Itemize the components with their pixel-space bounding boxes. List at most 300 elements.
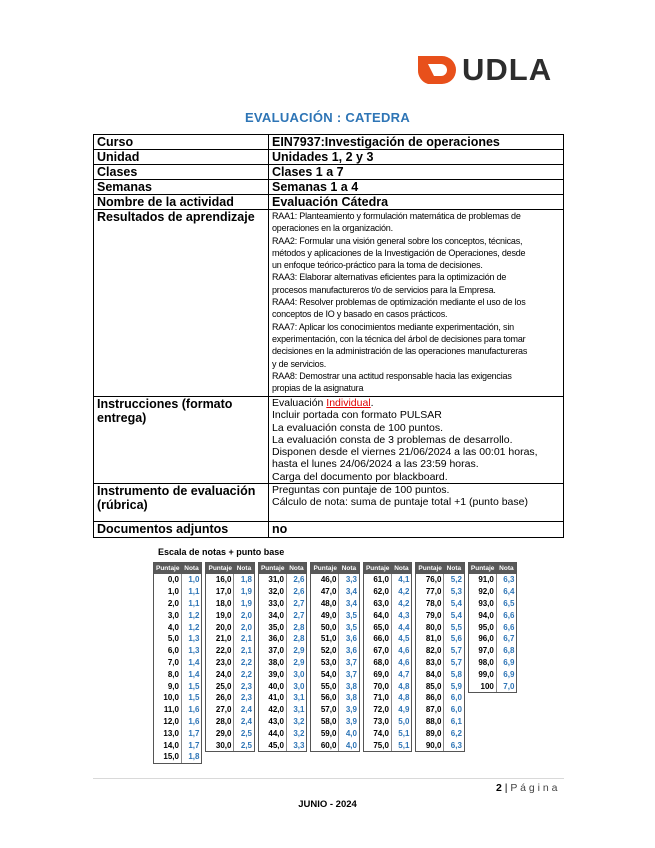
score-cell: 28,0 <box>215 716 232 726</box>
grade-cell: 1,3 <box>181 645 201 657</box>
score-cell: 55,0 <box>320 681 337 691</box>
grade-cell: 1,4 <box>181 657 201 669</box>
learning-outcomes-label: Resultados de aprendizaje <box>94 210 269 397</box>
score-cell: 38,0 <box>268 657 284 667</box>
grade-scale-column <box>205 562 254 752</box>
page-number-separator: | <box>504 782 508 794</box>
grade-cell: 4,4 <box>391 621 411 633</box>
grade-cell: 4,7 <box>391 668 411 680</box>
score-cell: 75,0 <box>373 740 389 750</box>
score-cell: 100 <box>480 681 494 691</box>
score-cell: 81,0 <box>425 634 442 644</box>
grade-cell: 2,0 <box>234 609 254 621</box>
grade-cell: 5,8 <box>444 668 464 680</box>
table-row <box>94 210 564 397</box>
table-row <box>416 657 463 669</box>
table-row <box>154 692 201 704</box>
table-row <box>364 657 411 669</box>
outcome-line: y de servicios. <box>272 358 327 369</box>
grade-cell: 3,7 <box>339 657 359 669</box>
grade-cell: 6,5 <box>496 598 516 610</box>
grade-cell: 3,8 <box>339 680 359 692</box>
score-cell: 59,0 <box>320 728 337 738</box>
outcome-line: procesos manufactureros t/o de servicios para la Empresa. <box>272 284 496 295</box>
grade-cell: 4,8 <box>391 680 411 692</box>
page-title: EVALUACIÓN : CATEDRA <box>244 110 411 125</box>
grade-cell: 2,9 <box>286 645 306 657</box>
table-row <box>206 598 253 610</box>
table-row <box>259 680 306 692</box>
table-row <box>259 739 306 751</box>
table-row <box>259 574 306 586</box>
score-cell: 86,0 <box>425 693 442 703</box>
grade-cell: 3,0 <box>286 680 306 692</box>
table-row <box>311 574 358 586</box>
table-row <box>469 621 516 633</box>
score-cell: 71,0 <box>373 693 389 703</box>
grade-scale-table <box>416 563 463 751</box>
table-row <box>416 598 463 610</box>
grade-cell: 6,1 <box>444 716 464 728</box>
score-cell: 12,0 <box>163 716 179 726</box>
grade-cell: 1,2 <box>181 609 201 621</box>
classes-value: Clases 1 a 7 <box>269 165 564 180</box>
score-cell: 27,0 <box>215 705 232 715</box>
table-row <box>259 621 306 633</box>
table-row <box>206 692 253 704</box>
grade-cell: 1,5 <box>181 680 201 692</box>
table-row <box>469 633 516 645</box>
score-cell: 19,0 <box>215 610 232 620</box>
grade-cell: 3,9 <box>339 716 359 728</box>
table-row <box>154 598 201 610</box>
grade-scale-column <box>310 562 359 752</box>
grade-cell: 2,4 <box>234 704 254 716</box>
score-cell: 64,0 <box>373 610 389 620</box>
table-row <box>311 657 358 669</box>
table-row <box>416 586 463 598</box>
score-cell: 16,0 <box>215 575 232 585</box>
evaluation-type: Individual <box>326 397 371 409</box>
outcome-line: RAA3: Elaborar alternativas eficientes para la optimización de <box>272 272 507 283</box>
table-row <box>469 680 516 692</box>
score-cell: 48,0 <box>320 598 337 608</box>
table-row <box>206 633 253 645</box>
score-cell: 35,0 <box>268 622 284 632</box>
grade-scale-table <box>154 563 201 763</box>
score-cell: 89,0 <box>425 728 442 738</box>
score-cell: 15,0 <box>163 752 179 762</box>
score-cell: 44,0 <box>268 728 284 738</box>
table-row <box>311 692 358 704</box>
grade-scale-header-row <box>364 563 411 574</box>
score-cell: 87,0 <box>425 705 442 715</box>
score-header: Puntaje <box>313 565 337 572</box>
grade-cell: 5,9 <box>444 680 464 692</box>
grade-cell: 3,8 <box>339 692 359 704</box>
outcome-line: RAA8: Demostrar una actitud responsable hacia las exigencias <box>272 370 512 381</box>
score-cell: 9,0 <box>167 681 179 691</box>
score-cell: 4,0 <box>167 622 179 632</box>
grade-cell: 3,5 <box>339 621 359 633</box>
grade-cell: 6,8 <box>496 645 516 657</box>
score-cell: 36,0 <box>268 634 284 644</box>
instrument-label: Instrumento de evaluación (rúbrica) <box>94 484 269 522</box>
table-row <box>364 668 411 680</box>
grade-cell: 6,4 <box>496 586 516 598</box>
table-row <box>259 633 306 645</box>
evaluation-suffix: . <box>370 397 374 409</box>
table-row <box>416 645 463 657</box>
table-row <box>416 704 463 716</box>
grade-scale-header-row <box>311 563 358 574</box>
udla-logo-mark-icon <box>414 50 458 90</box>
classes-label: Clases <box>94 165 269 180</box>
grade-cell: 3,1 <box>286 704 306 716</box>
score-cell: 8,0 <box>167 669 179 679</box>
grade-cell: 6,0 <box>444 692 464 704</box>
score-cell: 50,0 <box>320 622 337 632</box>
table-row <box>259 727 306 739</box>
grade-cell: 2,3 <box>234 692 254 704</box>
score-cell: 58,0 <box>320 716 337 726</box>
table-row <box>469 598 516 610</box>
table-row <box>259 668 306 680</box>
grade-scale-column <box>363 562 412 752</box>
table-row <box>206 739 253 751</box>
score-header: Puntaje <box>418 565 442 572</box>
instructions-value <box>269 397 564 484</box>
table-row <box>311 716 358 728</box>
grade-cell: 7,0 <box>496 680 516 692</box>
udla-logo <box>414 50 552 90</box>
score-cell: 30,0 <box>215 740 232 750</box>
documents-value: no <box>269 522 564 538</box>
score-cell: 34,0 <box>268 610 284 620</box>
score-cell: 53,0 <box>320 657 337 667</box>
table-row <box>364 692 411 704</box>
table-row <box>469 657 516 669</box>
grade-cell: 5,3 <box>444 586 464 598</box>
score-cell: 5,0 <box>167 634 179 644</box>
score-cell: 60,0 <box>320 740 337 750</box>
table-row <box>311 621 358 633</box>
table-row <box>364 645 411 657</box>
score-cell: 11,0 <box>163 705 179 715</box>
score-header: Puntaje <box>156 565 180 572</box>
table-row <box>311 727 358 739</box>
score-cell: 72,0 <box>373 705 389 715</box>
table-row <box>259 598 306 610</box>
table-row <box>469 645 516 657</box>
grade-cell: 5,0 <box>391 716 411 728</box>
grade-cell: 5,4 <box>444 609 464 621</box>
grade-cell: 1,6 <box>181 716 201 728</box>
grade-cell: 2,1 <box>234 645 254 657</box>
score-cell: 13,0 <box>163 728 179 738</box>
grade-cell: 5,1 <box>391 727 411 739</box>
table-row <box>364 704 411 716</box>
grade-scale-header-row <box>206 563 253 574</box>
grade-cell: 3,6 <box>339 645 359 657</box>
grade-scale-column <box>415 562 464 752</box>
grade-cell: 6,6 <box>496 609 516 621</box>
instrument-value <box>269 484 564 522</box>
score-cell: 20,0 <box>215 622 232 632</box>
grade-cell: 2,6 <box>286 574 306 586</box>
table-row <box>364 739 411 751</box>
page-number <box>496 782 558 794</box>
score-cell: 7,0 <box>167 657 179 667</box>
table-row <box>154 633 201 645</box>
score-cell: 42,0 <box>268 705 284 715</box>
grade-cell: 3,3 <box>339 574 359 586</box>
grade-header: Nota <box>444 563 464 574</box>
score-cell: 79,0 <box>425 610 442 620</box>
table-row <box>154 621 201 633</box>
grade-cell: 3,5 <box>339 609 359 621</box>
score-cell: 51,0 <box>320 634 337 644</box>
score-cell: 77,0 <box>425 587 442 597</box>
table-row <box>416 716 463 728</box>
instruction-line: Incluir portada con formato PULSAR <box>272 409 442 422</box>
footer-date: JUNIO - 2024 <box>298 799 357 810</box>
grade-cell: 2,5 <box>234 727 254 739</box>
grade-cell: 2,9 <box>286 657 306 669</box>
table-row <box>416 609 463 621</box>
score-cell: 33,0 <box>268 598 284 608</box>
outcome-line: propias de la asignatura <box>272 383 364 394</box>
table-row <box>416 692 463 704</box>
score-cell: 14,0 <box>163 740 179 750</box>
weeks-label: Semanas <box>94 180 269 195</box>
grade-header: Nota <box>286 563 306 574</box>
table-row <box>206 657 253 669</box>
grade-cell: 4,6 <box>391 657 411 669</box>
evaluation-prefix: Evaluación <box>272 397 327 409</box>
activity-label: Nombre de la actividad <box>94 195 269 210</box>
table-row <box>154 657 201 669</box>
grade-cell: 6,7 <box>496 633 516 645</box>
table-row <box>416 633 463 645</box>
score-cell: 0,0 <box>167 575 179 585</box>
grade-scale-header-row <box>259 563 306 574</box>
table-row <box>311 598 358 610</box>
score-cell: 10,0 <box>163 693 179 703</box>
table-row <box>94 165 564 180</box>
score-cell: 97,0 <box>478 646 494 656</box>
score-cell: 62,0 <box>373 587 389 597</box>
grade-scale-header-row <box>469 563 516 574</box>
grade-cell: 4,5 <box>391 633 411 645</box>
score-cell: 69,0 <box>373 669 389 679</box>
score-cell: 68,0 <box>373 657 389 667</box>
table-row <box>311 586 358 598</box>
grade-cell: 3,4 <box>339 598 359 610</box>
score-cell: 46,0 <box>320 575 337 585</box>
score-cell: 49,0 <box>320 610 337 620</box>
grade-scale-column <box>258 562 307 752</box>
grade-cell: 1,7 <box>181 739 201 751</box>
table-row <box>94 522 564 538</box>
score-cell: 63,0 <box>373 598 389 608</box>
score-cell: 25,0 <box>215 681 232 691</box>
table-row <box>364 727 411 739</box>
table-row <box>469 586 516 598</box>
table-row <box>311 668 358 680</box>
score-cell: 39,0 <box>268 669 284 679</box>
table-row <box>416 727 463 739</box>
grade-cell: 5,5 <box>444 621 464 633</box>
table-row <box>364 633 411 645</box>
outcome-line: RAA4: Resolver problemas de optimización mediante el uso de los <box>272 297 526 308</box>
score-cell: 31,0 <box>268 575 284 585</box>
grade-cell: 1,4 <box>181 668 201 680</box>
table-row <box>469 574 516 586</box>
score-cell: 43,0 <box>268 716 284 726</box>
grade-cell: 1,7 <box>181 727 201 739</box>
page-number-value: 2 <box>496 782 502 794</box>
grade-scale-column <box>153 562 202 764</box>
grade-scale-table <box>259 563 306 751</box>
table-row <box>154 751 201 763</box>
grade-cell: 2,2 <box>234 657 254 669</box>
score-cell: 21,0 <box>215 634 232 644</box>
table-row <box>206 727 253 739</box>
grade-scale-table <box>206 563 253 751</box>
grade-cell: 5,4 <box>444 598 464 610</box>
grade-cell: 1,0 <box>181 574 201 586</box>
weeks-value: Semanas 1 a 4 <box>269 180 564 195</box>
table-row <box>206 574 253 586</box>
score-cell: 26,0 <box>215 693 232 703</box>
grade-cell: 6,9 <box>496 657 516 669</box>
grade-cell: 2,2 <box>234 668 254 680</box>
activity-value: Evaluación Cátedra <box>269 195 564 210</box>
instruction-line: hasta el lunes 24/06/2024 a las 23:59 horas. <box>272 458 479 471</box>
instruction-line: Disponen desde el viernes 21/06/2024 a las 00:01 horas, <box>272 446 538 459</box>
table-row <box>154 586 201 598</box>
instructions-label: Instrucciones (formato entrega) <box>94 397 269 484</box>
table-row <box>94 135 564 150</box>
instrument-line: Cálculo de nota: suma de puntaje total +1 (punto base) <box>272 496 528 509</box>
score-cell: 74,0 <box>373 728 389 738</box>
grade-scale <box>153 562 517 764</box>
instruction-line: Carga del documento por blackboard. <box>272 470 448 483</box>
grade-cell: 2,8 <box>286 621 306 633</box>
grade-scale-table <box>364 563 411 751</box>
grade-cell: 2,7 <box>286 598 306 610</box>
table-row <box>364 574 411 586</box>
grade-cell: 6,3 <box>444 739 464 751</box>
grade-cell: 4,3 <box>391 609 411 621</box>
table-row <box>154 739 201 751</box>
grade-cell: 2,0 <box>234 621 254 633</box>
table-row <box>469 609 516 621</box>
outcome-line: RAA2: Formular una visión general sobre los conceptos, técnicas, <box>272 235 523 246</box>
grade-cell: 2,6 <box>286 586 306 598</box>
score-cell: 84,0 <box>425 669 442 679</box>
instrument-line: Preguntas con puntaje de 100 puntos. <box>272 484 450 497</box>
instruction-line: La evaluación consta de 100 puntos. <box>272 421 444 434</box>
grade-cell: 1,1 <box>181 586 201 598</box>
grade-cell: 3,1 <box>286 692 306 704</box>
table-row <box>259 586 306 598</box>
score-cell: 3,0 <box>167 610 179 620</box>
grade-header: Nota <box>391 563 411 574</box>
score-cell: 90,0 <box>425 740 442 750</box>
outcome-line: experimentación, con la técnica del árbol de decisiones para tomar <box>272 333 526 344</box>
score-cell: 17,0 <box>215 587 232 597</box>
grade-cell: 1,1 <box>181 598 201 610</box>
score-cell: 18,0 <box>215 598 232 608</box>
score-cell: 22,0 <box>215 646 232 656</box>
outcome-line: conceptos de IO y basado en casos prácticos. <box>272 309 448 320</box>
score-cell: 52,0 <box>320 646 337 656</box>
table-row <box>154 680 201 692</box>
grade-cell: 3,2 <box>286 727 306 739</box>
unit-label: Unidad <box>94 150 269 165</box>
table-row <box>94 195 564 210</box>
score-cell: 45,0 <box>268 740 284 750</box>
score-cell: 6,0 <box>167 646 179 656</box>
table-row <box>364 621 411 633</box>
outcome-line: RAA7: Aplicar los conocimientos mediante experimentación, sin <box>272 321 514 332</box>
table-row <box>259 692 306 704</box>
score-cell: 98,0 <box>478 657 494 667</box>
score-cell: 70,0 <box>373 681 389 691</box>
grade-header: Nota <box>234 563 254 574</box>
table-row <box>311 739 358 751</box>
outcome-line: métodos y aplicaciones de la Investigación de Operaciones, desde <box>272 247 526 258</box>
table-row <box>311 609 358 621</box>
table-row <box>416 680 463 692</box>
table-row <box>154 574 201 586</box>
grade-scale-table <box>311 563 358 751</box>
grade-cell: 3,7 <box>339 668 359 680</box>
score-cell: 91,0 <box>478 575 494 585</box>
score-cell: 66,0 <box>373 634 389 644</box>
score-cell: 40,0 <box>268 681 284 691</box>
grade-cell: 3,6 <box>339 633 359 645</box>
grade-scale-header-row <box>154 563 201 574</box>
score-cell: 94,0 <box>478 610 494 620</box>
table-row <box>364 716 411 728</box>
score-cell: 1,0 <box>167 587 179 597</box>
score-cell: 76,0 <box>425 575 442 585</box>
grade-cell: 4,1 <box>391 574 411 586</box>
score-cell: 57,0 <box>320 705 337 715</box>
grade-cell: 5,1 <box>391 739 411 751</box>
score-cell: 67,0 <box>373 646 389 656</box>
score-cell: 23,0 <box>215 657 232 667</box>
grade-cell: 5,7 <box>444 657 464 669</box>
grade-scale-header-row <box>416 563 463 574</box>
table-row <box>94 397 564 484</box>
grade-cell: 4,8 <box>391 692 411 704</box>
table-row <box>311 645 358 657</box>
score-cell: 80,0 <box>425 622 442 632</box>
grade-cell: 4,9 <box>391 704 411 716</box>
grade-cell: 5,7 <box>444 645 464 657</box>
table-row <box>206 704 253 716</box>
grade-cell: 3,4 <box>339 586 359 598</box>
documents-label: Documentos adjuntos <box>94 522 269 538</box>
grade-cell: 4,0 <box>339 739 359 751</box>
grade-cell: 4,6 <box>391 645 411 657</box>
grade-cell: 2,3 <box>234 680 254 692</box>
grade-cell: 6,6 <box>496 621 516 633</box>
